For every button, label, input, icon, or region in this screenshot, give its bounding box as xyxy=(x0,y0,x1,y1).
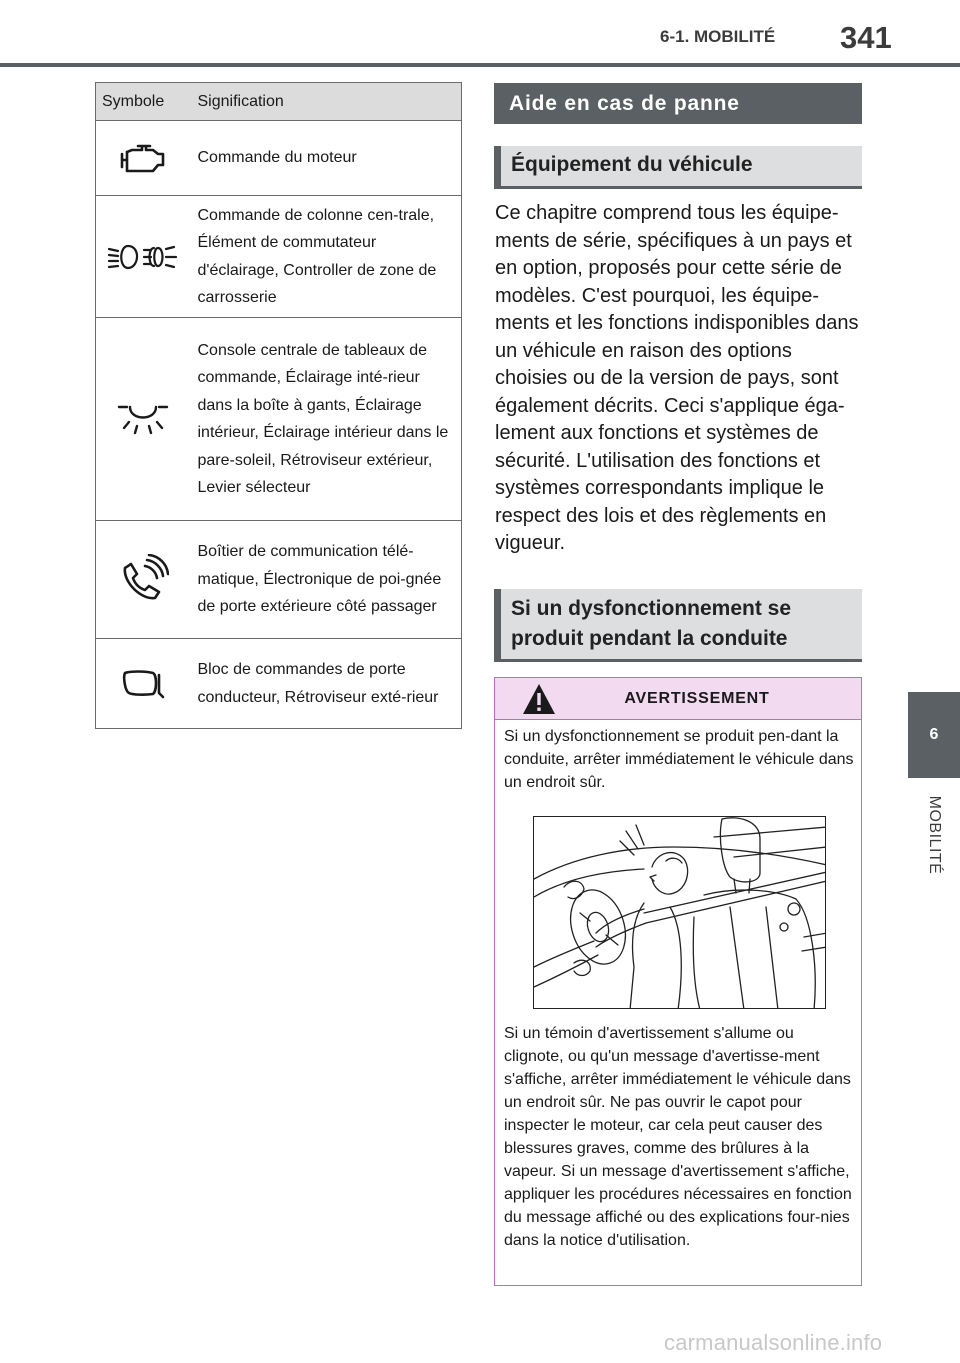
meaning-cell: Boîtier de communication télé-matique, Électronique de poi-gnée de porte extérieure côté passager xyxy=(191,521,462,639)
column-header-meaning: Signification xyxy=(191,83,462,121)
page-number: 341 xyxy=(840,20,892,55)
section-title-equipment: Équipement du véhicule xyxy=(494,146,862,189)
driver-illustration xyxy=(533,816,826,1009)
section-title-malfunction: Si un dysfonctionnement se produit pendant la conduite xyxy=(494,589,862,662)
warning-text-driving: Si un dysfonctionnement se produit pen-dant la conduite, arrêter immédiatement le véhicule dans un endroit sûr. xyxy=(504,728,854,791)
meaning-cell: Bloc de commandes de porte conducteur, Rétroviseur exté-rieur xyxy=(191,639,462,729)
section-title-breakdown: Aide en cas de panne xyxy=(494,83,862,124)
site-watermark: carmanualsonline.info xyxy=(664,1330,883,1355)
meaning-cell: Commande du moteur xyxy=(191,121,462,196)
warning-triangle-icon xyxy=(522,683,556,715)
symbol-cell xyxy=(96,521,191,639)
symbol-cell xyxy=(96,639,191,729)
engine-icon xyxy=(116,140,170,176)
driver-illustration-drawing xyxy=(534,817,826,1009)
symbol-cell xyxy=(96,318,191,521)
column-header-symbol: Symbole xyxy=(96,83,191,121)
phone-icon xyxy=(117,554,169,606)
table-row xyxy=(96,196,462,318)
warning-label: AVERTISSEMENT xyxy=(624,689,770,707)
header-divider xyxy=(0,63,960,67)
table-header-row xyxy=(96,83,462,121)
table-row xyxy=(96,318,462,521)
chapter-tab[interactable] xyxy=(908,692,960,778)
section-header: 6-1. MOBILITÉ xyxy=(660,27,776,46)
table-row xyxy=(96,121,462,196)
interior-light-icon xyxy=(117,399,169,439)
warning-box xyxy=(494,677,862,1286)
meaning-cell: Console centrale de tableaux de commande, Éclairage inté-rieur dans la boîte à gants, Éclairage intérieur, Éclairage intérieur dans le pare-soleil, Rétroviseur extérieur, Levier sélecteur xyxy=(191,318,462,521)
warning-header xyxy=(495,678,861,720)
equipment-paragraph: Ce chapitre comprend tous les équipe-ments de série, spécifiques à un pays et en option, proposés pour cette série de modèles. C'est pourquoi, les équipe-ments et les fonctions indisponibles dans un véhicule en raison des options choisies ou de la version de pays, sont également décrits. Ceci s'applique éga-lement aux fonctions et systèmes de sécurité. L'utilisation des fonctions et systèmes correspondants implique le respect des lois et des règlements en vigueur. xyxy=(495,202,859,554)
mirror-icon xyxy=(119,667,167,701)
meaning-cell: Commande de colonne cen-trale, Élément de commutateur d'éclairage, Controller de zone de carrosserie xyxy=(191,196,462,318)
chapter-label: MOBILITÉ xyxy=(926,795,943,875)
table-row xyxy=(96,521,462,639)
symbol-table xyxy=(95,82,462,729)
table-row xyxy=(96,639,462,729)
symbol-cell xyxy=(96,196,191,318)
symbol-cell xyxy=(96,121,191,196)
warning-text-indicator: Si un témoin d'avertissement s'allume ou clignote, ou qu'un message d'avertisse-ment s'affiche, arrêter immédiatement le véhicule dans un endroit sûr. Ne pas ouvrir le capot pour inspecter le moteur, car cela peut causer des blessures graves, comme des brûlures à la vapeur. Si un message d'avertissement s'affiche, appliquer les procédures nécessaires en fonction du message affiché ou des explications four-nies dans la notice d'utilisation. xyxy=(504,1025,852,1249)
chapter-number: 6 xyxy=(929,726,939,743)
headlight-icon xyxy=(106,241,180,273)
